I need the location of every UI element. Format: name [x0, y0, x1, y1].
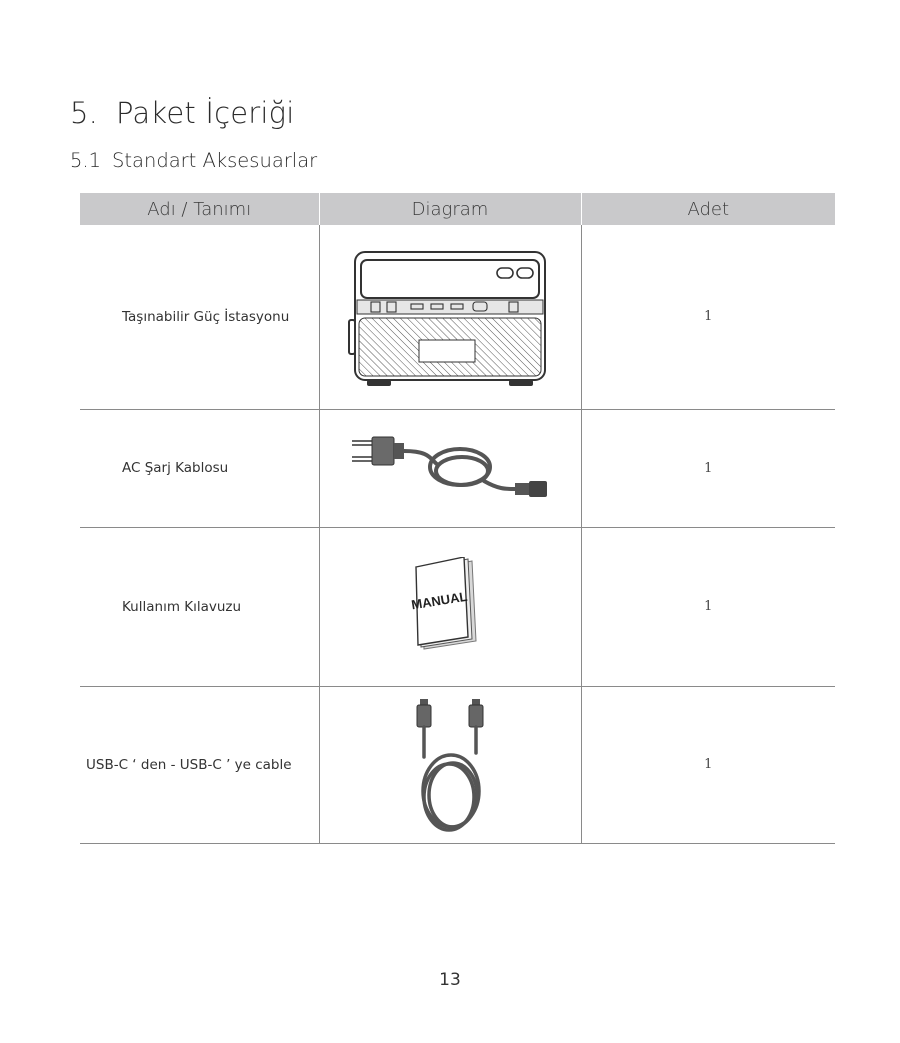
item-qty: 1 [704, 460, 713, 476]
ac-cable-icon [350, 433, 550, 503]
item-name-cell [80, 225, 319, 409]
section-title: Paket İçeriği [116, 96, 295, 130]
item-qty: 1 [704, 757, 713, 772]
subsection-heading [70, 149, 317, 172]
header-diagram: Diagram [319, 193, 581, 225]
package-contents-table [80, 193, 835, 844]
manual-cover-label: MANUAL [410, 588, 469, 612]
section-number: 5. [70, 96, 99, 130]
item-qty-cell [581, 686, 835, 843]
usb-c-cable-icon [405, 695, 495, 835]
item-name: AC Şarj Kablosu [122, 460, 229, 476]
item-qty-cell [581, 225, 835, 409]
header-name: Adı / Tanımı [80, 193, 319, 225]
table-header-row [80, 193, 835, 225]
item-name: Taşınabilir Güç İstasyonu [122, 308, 290, 325]
table-row [80, 686, 835, 843]
table-row [80, 527, 835, 686]
subsection-number: 5.1 [70, 149, 102, 172]
subsection-title: Standart Aksesuarlar [112, 149, 318, 172]
item-name-cell [80, 686, 319, 843]
power-station-icon [345, 242, 555, 392]
section-heading [70, 96, 295, 130]
item-diagram-cell [319, 409, 581, 527]
item-name: Kullanım Kılavuzu [122, 598, 242, 615]
table-row [80, 225, 835, 409]
item-name: USB-C ‘ den - USB-C ’ ye cable [86, 756, 292, 773]
item-diagram-cell [319, 225, 581, 409]
item-diagram-cell [319, 527, 581, 686]
item-name-cell [80, 527, 319, 686]
item-name-cell [80, 409, 319, 527]
item-qty-cell [581, 527, 835, 686]
item-qty-cell [581, 409, 835, 527]
header-qty: Adet [581, 193, 835, 225]
item-qty: 1 [704, 599, 713, 614]
manual-icon [410, 557, 490, 657]
item-diagram-cell [319, 686, 581, 843]
table-row [80, 409, 835, 527]
page-number: 13 [439, 970, 461, 990]
item-qty: 1 [704, 309, 713, 325]
